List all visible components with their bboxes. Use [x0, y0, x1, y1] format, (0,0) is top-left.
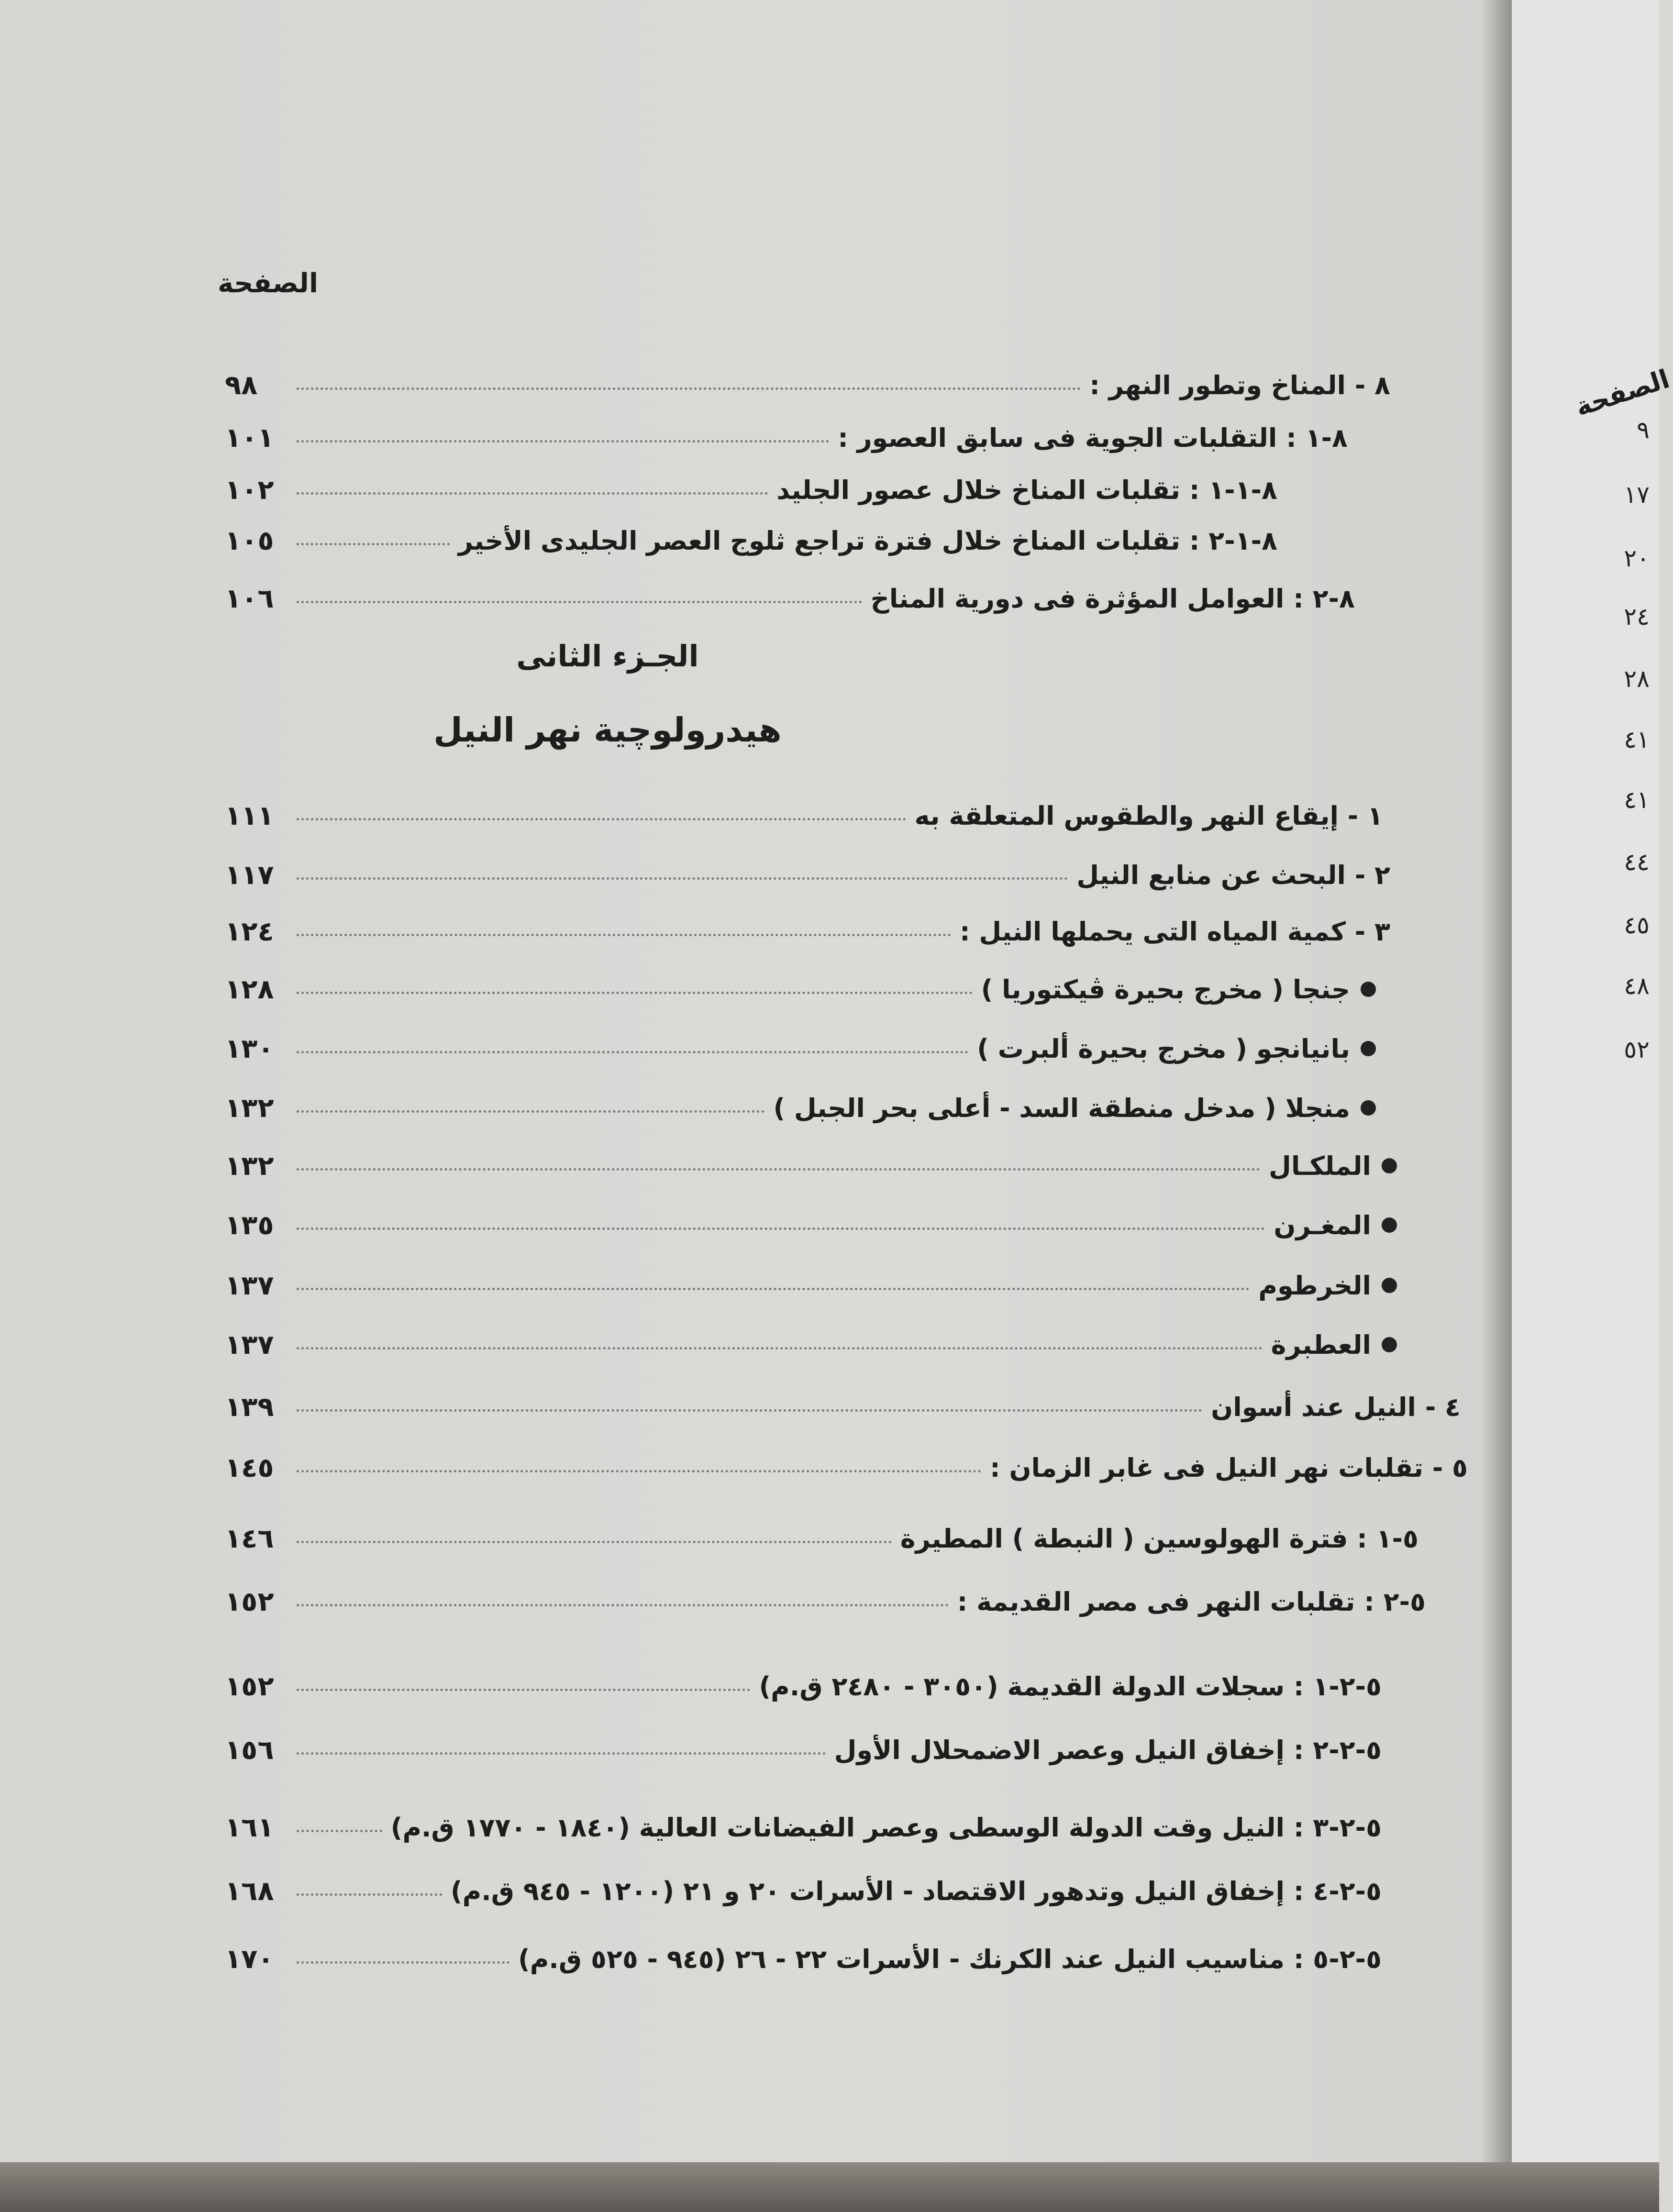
toc-entry [225, 1451, 1468, 1484]
toc-label: ٥-٢-١ : سجلات الدولة القديمة (٣٠٥٠ - ٢٤٨٠ ق.م) [759, 1671, 1382, 1702]
dot-leader [297, 543, 450, 545]
toc-entry [225, 1670, 1382, 1703]
toc-entry [225, 473, 1277, 507]
dot-leader [297, 1110, 764, 1113]
dot-leader [297, 1893, 442, 1896]
bullet-icon [1361, 1041, 1376, 1056]
part-subheading: هيدرولوچية نهر النيل [433, 710, 782, 750]
toc-entry [225, 1942, 1382, 1976]
toc-entry [225, 973, 1376, 1006]
toc-entry [225, 1269, 1397, 1302]
toc-label: جنجا ( مخرج بحيرة ڤيكتوريا ) [981, 974, 1350, 1005]
toc-entry [225, 582, 1355, 615]
next-page-number: ٢٤ [1624, 603, 1650, 630]
toc-entry [225, 1811, 1382, 1844]
toc-label: ٨-١ : التقلبات الجوية فى سابق العصور : [838, 422, 1348, 453]
dot-leader [297, 818, 906, 820]
toc-label: ٥-٢-٤ : إخفاق النيل وتدهور الاقتصاد - الأسرات ٢٠ و ٢١ (١٢٠٠ - ٩٤٥ ق.م) [450, 1876, 1382, 1906]
next-page-number: ١٧ [1624, 481, 1650, 509]
bullet-icon [1361, 1100, 1376, 1116]
toc-entry [225, 915, 1390, 948]
next-page-number: ٤١ [1624, 786, 1650, 814]
toc-label: ٨ - المناخ وتطور النهر : [1089, 370, 1390, 400]
toc-page: ١١١ [225, 800, 274, 831]
toc-label: ٤ - النيل عند أسوان [1211, 1392, 1461, 1422]
bullet-icon [1361, 982, 1376, 997]
toc-entry [225, 858, 1390, 892]
next-page-number: ٩ [1637, 416, 1650, 444]
toc-label: ٥-١ : فترة الهولوسين ( النبطة ) المطيرة [900, 1523, 1418, 1554]
part-heading: الجـزء الثانى [516, 639, 699, 674]
toc-page: ١٦٨ [225, 1875, 274, 1907]
toc-page: ١٠٢ [225, 474, 274, 506]
next-page-number: ٤٤ [1624, 848, 1650, 876]
toc-page: ١٥٦ [225, 1734, 274, 1766]
toc-label: ٥-٢-٢ : إخفاق النيل وعصر الاضمحلال الأول [834, 1735, 1382, 1765]
dot-leader [297, 1228, 1265, 1230]
page-column-title: الصفحة [218, 268, 319, 299]
bullet-icon [1382, 1158, 1397, 1173]
bullet-icon [1382, 1217, 1397, 1233]
toc-entry [225, 421, 1348, 454]
toc-label: المغـرن [1274, 1210, 1371, 1240]
toc-label: ٣ - كمية المياه التى يحملها النيل : [959, 916, 1390, 947]
toc-entry [225, 1874, 1382, 1908]
dot-leader [297, 1470, 981, 1472]
toc-label: ٨-١-٢ : تقلبات المناخ خلال فترة تراجع ثلوج العصر الجليدى الأخير [458, 525, 1277, 556]
toc-entry [225, 1522, 1418, 1555]
toc-label: ٥-٢-٥ : مناسيب النيل عند الكرنك - الأسرات ٢٢ - ٢٦ (٩٤٥ - ٥٢٥ ق.م) [518, 1944, 1382, 1974]
toc-page: ١٣٧ [225, 1270, 274, 1301]
toc-entry [225, 1390, 1461, 1424]
toc-label: الخرطوم [1258, 1270, 1371, 1301]
toc-label: ٥ - تقلبات نهر النيل فى غابر الزمان : [990, 1452, 1468, 1483]
toc-label: الملكـال [1268, 1150, 1371, 1181]
toc-label: ٨-١-١ : تقلبات المناخ خلال عصور الجليد [776, 475, 1277, 505]
dot-leader [297, 1961, 510, 1964]
toc-label: ٥-٢-٣ : النيل وقت الدولة الوسطى وعصر الفيضانات العالية (١٨٤٠ - ١٧٧٠ ق.م) [390, 1812, 1382, 1843]
dot-leader [297, 1830, 382, 1832]
bullet-icon [1382, 1278, 1397, 1293]
toc-page: ١٣٢ [225, 1092, 274, 1124]
next-page-title: الصفحة [1572, 364, 1673, 422]
dot-leader [297, 1604, 949, 1606]
next-page-number: ٤١ [1624, 726, 1650, 753]
toc-page: ١٤٦ [225, 1523, 274, 1554]
toc-entry [225, 1328, 1397, 1361]
dot-leader [297, 1689, 750, 1691]
dot-leader [297, 1051, 968, 1053]
next-page-number: ٢٨ [1624, 665, 1650, 693]
toc-entry [225, 368, 1390, 402]
toc-label: ٨-٢ : العوامل المؤثرة فى دورية المناخ [870, 583, 1355, 614]
toc-page: ١٣٧ [225, 1329, 274, 1360]
dot-leader [297, 387, 1081, 390]
toc-entry [225, 524, 1277, 557]
dot-leader [297, 1541, 892, 1543]
toc-page: ١١٧ [225, 859, 274, 891]
toc-entry [225, 1733, 1382, 1767]
toc-page: ١٣٥ [225, 1209, 274, 1241]
toc-page: ١٦١ [225, 1812, 274, 1843]
toc-label: ٢ - البحث عن منابع النيل [1076, 860, 1390, 890]
next-page-number: ٤٨ [1624, 972, 1650, 1000]
toc-page: ٩٨ [225, 369, 258, 401]
dot-leader [297, 492, 768, 495]
book-gutter [1483, 0, 1512, 2162]
toc-label: بانيانجو ( مخرج بحيرة ألبرت ) [977, 1033, 1350, 1064]
toc-label: ١ - إيقاع النهر والطقوس المتعلقة به [914, 800, 1383, 831]
toc-page: ١٣٢ [225, 1150, 274, 1182]
toc-entry [225, 1208, 1397, 1242]
toc-page: ١٥٢ [225, 1586, 274, 1617]
dot-leader [297, 1409, 1202, 1412]
toc-label: العطبرة [1271, 1329, 1371, 1360]
toc-label: ٥-٢ : تقلبات النهر فى مصر القديمة : [957, 1586, 1426, 1617]
toc-entry [225, 1032, 1376, 1065]
dot-leader [297, 440, 829, 442]
next-page-number: ٤٥ [1624, 911, 1650, 939]
toc-page: ١٣٠ [225, 1033, 274, 1064]
next-page-number: ٢٠ [1624, 544, 1650, 572]
toc-page: ١٤٥ [225, 1452, 274, 1483]
toc-entry [225, 799, 1383, 832]
dot-leader [297, 1347, 1263, 1349]
table-surface [0, 2162, 1659, 2212]
toc-page: ١٠٥ [225, 525, 274, 556]
toc-entry [225, 1149, 1397, 1183]
dot-leader [297, 877, 1068, 880]
toc-entry [225, 1585, 1426, 1618]
next-page-number: ٥٢ [1624, 1036, 1650, 1063]
toc-page: ١٠١ [225, 422, 274, 453]
dot-leader [297, 1168, 1260, 1171]
dot-leader [297, 934, 951, 936]
toc-page: ١٥٢ [225, 1670, 274, 1702]
dot-leader [297, 1288, 1250, 1290]
dot-leader [297, 1752, 826, 1755]
toc-page: ١٢٤ [225, 916, 274, 947]
toc-page: ١٧٠ [225, 1943, 274, 1975]
toc-page: ١٢٨ [225, 973, 274, 1005]
dot-leader [297, 992, 973, 994]
bullet-icon [1382, 1337, 1397, 1352]
toc-page: ١٣٩ [225, 1391, 274, 1423]
toc-label: منجلا ( مدخل منطقة السد - أعلى بحر الجبل ) [773, 1093, 1350, 1123]
dot-leader [297, 601, 862, 603]
next-page-edge [1512, 0, 1659, 2162]
toc-entry [225, 1091, 1376, 1125]
toc-page: ١٠٦ [225, 583, 274, 614]
